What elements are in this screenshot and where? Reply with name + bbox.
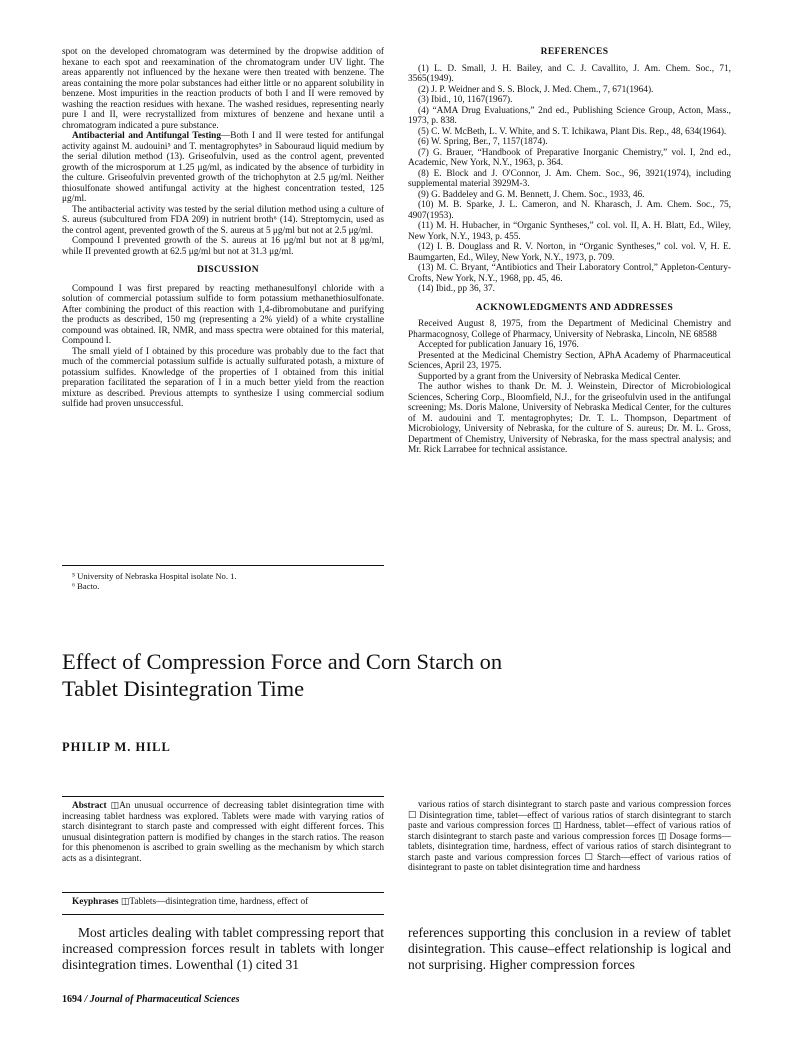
body-paragraph-continued: references supporting this conclusion in a review of tablet disintegration. This cause–effect relationship is logical and not surprising. Higher compression forces: [408, 925, 731, 972]
upper-left-column: [62, 47, 384, 410]
reference-item: (8) E. Block and J. O'Connor, J. Am. Chem. Soc., 96, 3921(1974), including supplemental material 3929M-3.: [408, 168, 731, 189]
body-paragraph: Most articles dealing with tablet compressing report that increased compression forces result in tablets with longer disintegration times. Lowenthal (1) cited 31: [62, 925, 384, 972]
footnote-6: ⁶ Bacto.: [72, 580, 100, 591]
keyphrases-left: [62, 896, 384, 908]
discussion-heading: DISCUSSION: [196, 265, 260, 275]
reference-item: (10) M. B. Sparke, J. L. Cameron, and N. Kharasch, J. Am. Chem. Soc., 75, 4907(1953).: [408, 200, 731, 221]
discussion-paragraph-1: Compound I was first prepared by reacting methanesulfonyl chloride with a solution of commercial potassium sulfide to form potassium methanethiosulfonate. After combining the product of this reaction with 1,4-dibromobutane and purifying the products as described, 150 mg (representing a 2% yield) of a white crystalline compound was obtained. IR, NMR, and mass spectra were obtained for this material, Compound I.: [62, 283, 384, 346]
reference-item: (11) M. H. Hubacher, in “Organic Syntheses,” col. vol. II, A. H. Blatt, Ed., Wiley, New York, N.Y., 1943, p. 455.: [408, 221, 731, 242]
abstract-left: [62, 800, 384, 864]
page-number: 1694: [62, 994, 82, 1005]
keyphrases-text-right: various ratios of starch disintegrant to starch paste and various compression forces ☐ Disintegration time, tablet—effect of various ratios of starch disintegrant to starch paste and various compression forces ◫ Hardness, tablet—effect of various ratios of starch disintegrant to starch paste and various compression forces ◫ Dosage forms—tablets, disintegration time, hardness, effect of various ratios of starch disintegrant to starch paste and various compression forces ☐ Starch—effect of various ratios of disintegrant to paste on tablet disintegration time and hardness: [408, 800, 731, 873]
reference-list: [408, 64, 731, 295]
abstract-top-rule: [62, 796, 384, 797]
antifungal-heading: Antibacterial and Antifungal Testing: [72, 131, 221, 141]
keyphrases-right: [408, 800, 731, 874]
reference-item: (13) M. C. Bryant, “Antibiotics and Their Laboratory Control,” Appleton-Century-Crofts, New York, N.Y., 1968, pp. 45, 46.: [408, 263, 731, 284]
abstract-label: Abstract: [72, 801, 107, 811]
footnote-rule: [62, 565, 384, 566]
body-right-column: [408, 925, 731, 973]
acknowledgment-paragraph: Received August 8, 1975, from the Department of Medicinal Chemistry and Pharmacognosy, College of Pharmacy, University of Nebraska, Lincoln, NE 68588: [408, 319, 731, 340]
discussion-paragraph-2: The small yield of I obtained by this procedure was probably due to the fact that much of the commercial potassium sulfide is actually sulfurated potash, a mixture of potassium sulfides. Knowledge of the properties of I obtained from this initial preparation facilitated the separation of I in a much better yield from the reaction mixture as described. Previous attempts to synthesize I using commercial sodium sulfide had proven unsuccessful.: [62, 346, 384, 409]
reference-item: (12) I. B. Douglass and R. V. Norton, in “Organic Syntheses,” col. vol. V, H. E. Baumgarten, Ed., Wiley, New York, N.Y., 1973, p. 709.: [408, 242, 731, 263]
acknowledgment-paragraph: Presented at the Medicinal Chemistry Section, APhA Academy of Pharmaceutical Sciences, April 23, 1975.: [408, 350, 731, 371]
abstract-divider: [62, 892, 384, 893]
compound-paragraph: Compound I prevented growth of the S. aureus at 16 μg/ml but not at 8 μg/ml, while II prevented growth at 62.5 μg/ml but not at 31.3 μg/ml.: [62, 236, 384, 257]
reference-item: (5) C. W. McBeth, L. V. White, and S. T. Ichikawa, Plant Dis. Rep., 48, 634(1964).: [418, 126, 727, 137]
reference-item: (14) Ibid., pp 36, 37.: [418, 284, 495, 294]
reference-item: (6) W. Spring, Ber., 7, 1157(1874).: [418, 137, 548, 147]
box-icon: ◫: [110, 800, 120, 810]
acknowledgments-list: [408, 319, 731, 456]
reference-item: (7) G. Brauer, “Handbook of Preparative Inorganic Chemistry,” vol. I, 2nd ed., Academic, New York, N.Y., 1963, p. 364.: [408, 147, 731, 168]
reference-item: (9) G. Baddeley and G. M. Bennett, J. Chem. Soc., 1933, 46.: [418, 189, 645, 200]
acknowledgment-paragraph: The author wishes to thank Dr. M. J. Weinstein, Director of Microbiological Sciences, Schering Corp., Bloomfield, N.J., for the griseofulvin used in the antifungal screening; Ms. Doris Malone, University of Nebraska Medical Center, for the cultures of M. audouini and T. mentagrophytes; Dr. T. L. Thompson, Department of Microbiology, University of Nebraska, for the culture of S. aureus; Dr. M. L. Gross, Department of Chemistry, University of Nebraska, for the mass spectral analysis; and Mr. Rick Larrabee for technical assistance.: [408, 382, 731, 455]
body-left-column: [62, 925, 384, 973]
antifungal-paragraph: Antibacterial and Antifungal Testing—Both I and II were tested for antifungal activity against M. audouini⁵ and T. mentagrophytes⁵ in Sabouraud liquid medium by the serial dilution method (13). Griseofulvin, used as the control agent, prevented growth of the microsporum at 1.25 μg/ml, as indicated by the absence of turbidity in the culture. Griseofulvin prevented growth of the trichophyton at 2.5 μg/ml. Neither thiosulfonate showed antifungal activity at the highest concentration tested, 125 μg/ml.: [62, 131, 384, 204]
acknowledgment-paragraph: Accepted for publication January 16, 1976.: [418, 340, 579, 350]
footnote-5: ⁵ University of Nebraska Hospital isolate No. 1.: [72, 571, 237, 581]
keyphrases-text-left: Tablets—disintegration time, hardness, effect of: [129, 897, 309, 907]
keyphrases-label: Keyphrases: [72, 897, 119, 907]
abstract-bottom-rule: [62, 914, 384, 915]
reference-item: (4) “AMA Drug Evaluations,” 2nd ed., Publishing Science Group, Acton, Mass., 1973, p. 838.: [408, 105, 731, 126]
author-name: PHILIP M. HILL: [62, 740, 171, 754]
upper-right-column: [408, 47, 731, 456]
footnotes: [62, 572, 384, 592]
article-title: Effect of Compression Force and Corn Starch on Tablet Disintegration Time: [62, 649, 503, 701]
reference-item: (1) L. D. Small, J. H. Bailey, and C. J. Cavallito, J. Am. Chem. Soc., 71, 3565(1949).: [408, 63, 731, 84]
page-footer: [62, 994, 240, 1005]
acknowledgment-paragraph: Supported by a grant from the University of Nebraska Medical Center.: [418, 371, 681, 382]
reference-item: (2) J. P. Weidner and S. S. Block, J. Med. Chem., 7, 671(1964).: [418, 84, 654, 95]
abstract-text: An unusual occurrence of decreasing tablet disintegration time with increasing tablet hardness was explored. Tablets were made with varying ratios of starch disintegrant to starch paste and compressed with eight different forces. This unusual disintegration pattern is modified by changes in the starch ratios. The reason for this phenomenon is ascribed to grain swelling as the mechanism by which starch acts as a disintegrant.: [62, 801, 385, 864]
box-icon: ◫: [120, 896, 130, 906]
methods-paragraph: spot on the developed chromatogram was determined by the dropwise addition of hexane to each spot and reexamination of the chromatogram under UV light. The areas apparently not influenced by the hexane were then treated with benzene. The areas containing the more polar substances had either little or no apparent solubility in benzene. Most impurities in the reaction products of both I and II were removed by washing the reaction residues with hexane. The washed residues, representing nearly pure I and II, were recrystallized from mixtures of benzene and hexane until a chromatogram indicated a pure substance.: [62, 47, 384, 131]
acknowledgments-heading: ACKNOWLEDGMENTS AND ADDRESSES: [475, 302, 674, 313]
journal-name: / Journal of Pharmaceutical Sciences: [84, 994, 240, 1005]
antibacterial-paragraph: The antibacterial activity was tested by the serial dilution method using a culture of S. aureus (subcultured from FDA 209) in nutrient broth⁶ (14). Streptomycin, used as the control agent, prevented growth of the S. aureus at 5 μg/ml but not at 2.5 μg/ml.: [62, 204, 384, 236]
reference-item: (3) Ibid., 10, 1167(1967).: [418, 95, 513, 105]
references-heading: REFERENCES: [540, 47, 609, 57]
